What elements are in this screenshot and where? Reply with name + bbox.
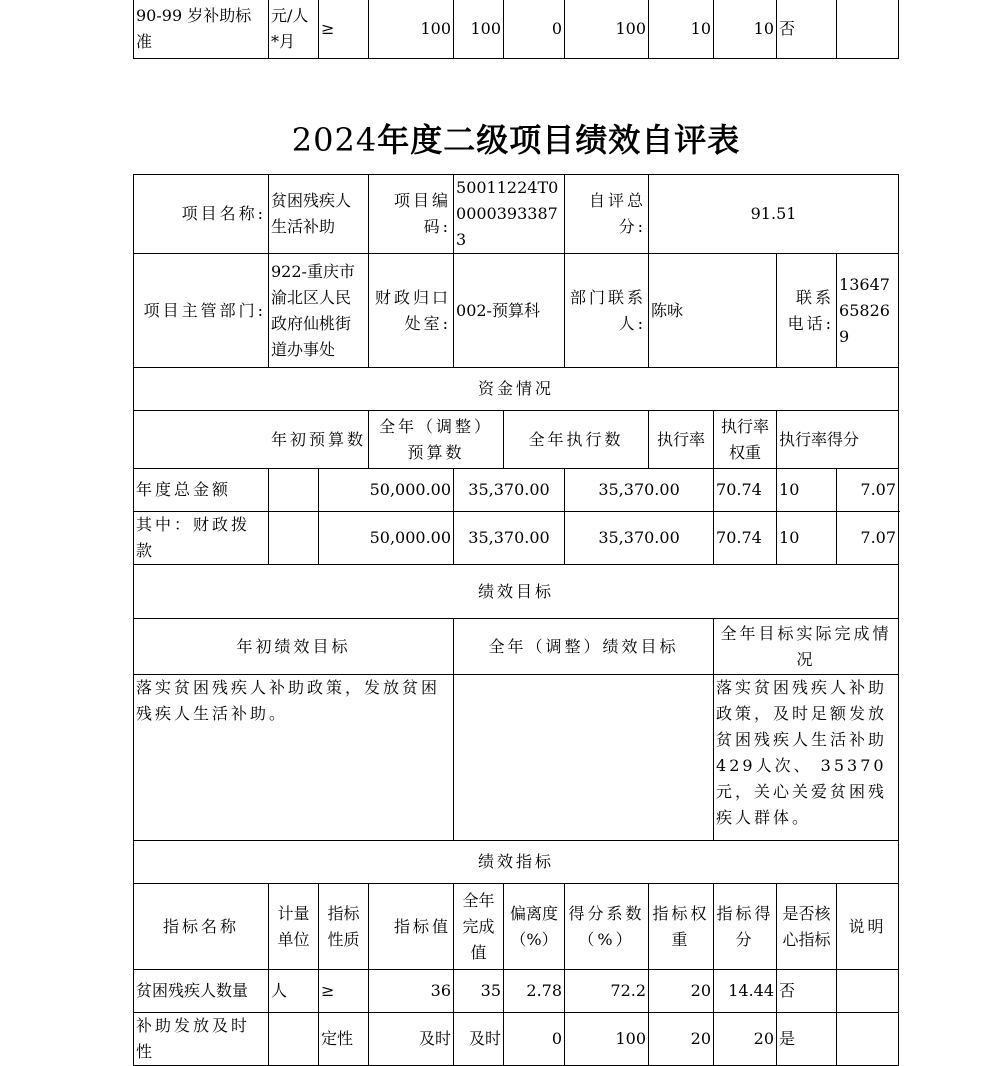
- title-year: 2024: [291, 121, 378, 159]
- self-evaluation-table: [133, 174, 899, 1066]
- ind-target: 及时: [369, 1013, 454, 1066]
- ind-name: 补助发放及时性: [134, 1013, 269, 1066]
- ind-unit: 人: [269, 970, 319, 1013]
- ind-unit: [269, 1013, 319, 1066]
- indicator-core: 否: [777, 0, 837, 59]
- ind-header-note: 说明: [837, 884, 899, 970]
- table-row: [134, 0, 899, 59]
- goals-adjusted-text: [454, 675, 714, 841]
- ind-header-target: 指标值: [369, 884, 454, 970]
- ind-nature: ≥: [319, 970, 369, 1013]
- funds-row-label: 其中：财政拨款: [134, 512, 269, 565]
- ind-score: 14.44: [714, 970, 777, 1013]
- funds-row-score: 7.07: [837, 469, 899, 512]
- ind-weight: 20: [649, 970, 714, 1013]
- funds-row-weight: 10: [777, 469, 837, 512]
- project-name-label: 项目名称:: [134, 175, 269, 254]
- ind-header-nature: 指标性质: [319, 884, 369, 970]
- goals-header-initial: 年初绩效目标: [134, 619, 454, 675]
- ind-name: 贫困残疾人数量: [134, 970, 269, 1013]
- project-code-value: 50011224T000003933873: [454, 175, 565, 254]
- finance-value: 002-预算科: [454, 254, 565, 368]
- title-text: 年度二级项目绩效自评表: [377, 121, 741, 159]
- funds-row-weight: 10: [777, 512, 837, 565]
- table-row: [134, 884, 899, 970]
- table-row: [134, 675, 899, 841]
- project-code-label: 项目编码:: [369, 175, 454, 254]
- funds-row-executed: 35,370.00: [565, 512, 714, 565]
- project-name-value: 贫困残疾人生活补助: [269, 175, 369, 254]
- table-row: [134, 970, 899, 1013]
- funds-header-initial: 年初预算数: [134, 411, 369, 469]
- ind-coefficient: 100: [565, 1013, 649, 1066]
- goals-header-actual: 全年目标实际完成情况: [714, 619, 899, 675]
- dept-value: 922-重庆市渝北区人民政府仙桃街道办事处: [269, 254, 369, 368]
- table-row: [134, 368, 899, 411]
- funds-row-adjusted: 35,370.00: [454, 469, 565, 512]
- previous-table-fragment: [133, 0, 899, 59]
- ind-note: [837, 970, 899, 1013]
- ind-header-core: 是否核心指标: [777, 884, 837, 970]
- ind-core: 否: [777, 970, 837, 1013]
- indicator-name: 90-99 岁补助标准: [134, 0, 269, 59]
- ind-header-score: 指标得分: [714, 884, 777, 970]
- table-row: [134, 841, 899, 884]
- table-row: [134, 175, 899, 254]
- indicator-weight: 10: [649, 0, 714, 59]
- table-row: [134, 411, 899, 469]
- funds-row-executed: 35,370.00: [565, 469, 714, 512]
- funds-row-rate: 70.74: [714, 469, 777, 512]
- funds-row-label: 年度总金额: [134, 469, 269, 512]
- funds-header-rate: 执行率: [649, 411, 714, 469]
- goals-initial-text: 落实贫困残疾人补助政策，发放贫困残疾人生活补助。: [134, 675, 454, 841]
- table-row: [134, 565, 899, 619]
- funds-row-blank: [269, 512, 319, 565]
- funds-row-blank: [269, 469, 319, 512]
- indicator-actual: 100: [454, 0, 504, 59]
- ind-deviation: 2.78: [504, 970, 565, 1013]
- contact-value: 陈咏: [649, 254, 777, 368]
- ind-score: 20: [714, 1013, 777, 1066]
- ind-nature: 定性: [319, 1013, 369, 1066]
- funds-section-title: 资金情况: [134, 368, 899, 411]
- page-title: [0, 118, 1000, 162]
- funds-header-adjusted: 全年（调整）预算数: [369, 411, 504, 469]
- indicator-target: 100: [369, 0, 454, 59]
- table-row: [134, 1013, 899, 1066]
- ind-deviation: 0: [504, 1013, 565, 1066]
- funds-row-adjusted: 35,370.00: [454, 512, 565, 565]
- goals-actual-text: 落实贫困残疾人补助政策，及时足额发放贫困残疾人生活补助429人次、 35370元，关心关爱贫困残疾人群体。: [714, 675, 899, 841]
- ind-header-weight: 指标权重: [649, 884, 714, 970]
- indicator-score: 10: [714, 0, 777, 59]
- ind-weight: 20: [649, 1013, 714, 1066]
- funds-row-initial: 50,000.00: [319, 469, 454, 512]
- table-row: [134, 619, 899, 675]
- self-score-value: 91.51: [649, 175, 899, 254]
- phone-label: 联系电话:: [777, 254, 837, 368]
- indicators-section-title: 绩效指标: [134, 841, 899, 884]
- ind-target: 36: [369, 970, 454, 1013]
- funds-header-executed: 全年执行数: [504, 411, 649, 469]
- funds-row-score: 7.07: [837, 512, 899, 565]
- indicator-deviation: 0: [504, 0, 565, 59]
- dept-label: 项目主管部门:: [134, 254, 269, 368]
- table-row: [134, 254, 899, 368]
- indicator-note: [837, 0, 899, 59]
- indicator-unit: 元/人*月: [269, 0, 319, 59]
- indicator-coefficient: 100: [565, 0, 649, 59]
- finance-label: 财政归口处室:: [369, 254, 454, 368]
- indicator-nature: ≥: [319, 0, 369, 59]
- ind-header-actual: 全年完成值: [454, 884, 504, 970]
- funds-row-initial: 50,000.00: [319, 512, 454, 565]
- ind-actual: 35: [454, 970, 504, 1013]
- ind-coefficient: 72.2: [565, 970, 649, 1013]
- goals-header-adjusted: 全年（调整）绩效目标: [454, 619, 714, 675]
- funds-row-rate: 70.74: [714, 512, 777, 565]
- self-score-label: 自评总分:: [565, 175, 649, 254]
- contact-label: 部门联系人:: [565, 254, 649, 368]
- table-row: [134, 512, 899, 565]
- goals-section-title: 绩效目标: [134, 565, 899, 619]
- ind-note: [837, 1013, 899, 1066]
- ind-header-deviation: 偏离度（%）: [504, 884, 565, 970]
- funds-header-score: 执行率得分: [777, 411, 899, 469]
- table-row: [134, 469, 899, 512]
- ind-core: 是: [777, 1013, 837, 1066]
- ind-header-coefficient: 得分系数（%）: [565, 884, 649, 970]
- ind-header-name: 指标名称: [134, 884, 269, 970]
- ind-actual: 及时: [454, 1013, 504, 1066]
- ind-header-unit: 计量单位: [269, 884, 319, 970]
- funds-header-weight: 执行率权重: [714, 411, 777, 469]
- phone-value: 13647658269: [837, 254, 899, 368]
